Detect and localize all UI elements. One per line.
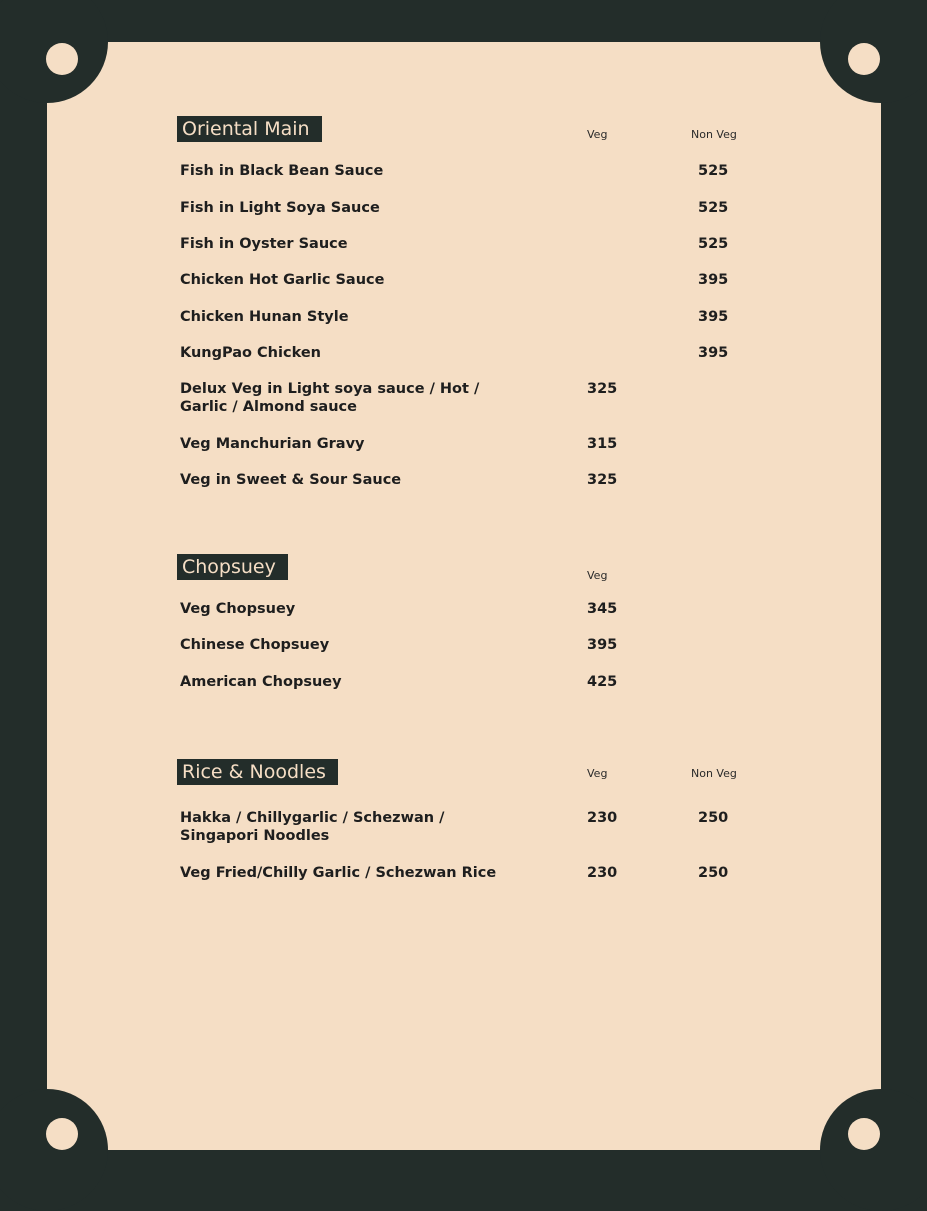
corner-dot	[848, 1118, 880, 1150]
veg-price: 230	[587, 810, 618, 826]
nonveg-price: 250	[698, 810, 729, 826]
veg-price: 395	[587, 637, 618, 653]
menu-item: Veg Manchurian Gravy	[180, 436, 365, 452]
menu-item: Hakka / Chillygarlic / Schezwan / Singapori Noodles	[180, 810, 445, 844]
nonveg-price: 525	[698, 236, 729, 252]
menu-item: Fish in Light Soya Sauce	[180, 200, 380, 216]
menu-item: Chicken Hot Garlic Sauce	[180, 272, 385, 288]
menu-item: Delux Veg in Light soya sauce / Hot / Garlic / Almond sauce	[180, 381, 480, 415]
corner-dot	[46, 43, 78, 75]
nonveg-column-header: Non Veg	[691, 767, 737, 780]
menu-item: Chinese Chopsuey	[180, 637, 330, 653]
menu-item: KungPao Chicken	[180, 345, 321, 361]
veg-price: 325	[587, 472, 618, 488]
veg-price: 230	[587, 865, 618, 881]
menu-item: Chicken Hunan Style	[180, 309, 349, 325]
nonveg-column-header: Non Veg	[691, 128, 737, 141]
veg-column-header: Veg	[587, 128, 608, 141]
menu-item: Veg Fried/Chilly Garlic / Schezwan Rice	[180, 865, 497, 881]
section-title-oriental-main: Oriental Main	[177, 116, 322, 142]
nonveg-price: 525	[698, 163, 729, 179]
nonveg-price: 395	[698, 309, 729, 325]
veg-price: 315	[587, 436, 618, 452]
menu-item: American Chopsuey	[180, 674, 342, 690]
corner-dot	[848, 43, 880, 75]
veg-column-header: Veg	[587, 767, 608, 780]
corner-decoration	[0, 1089, 108, 1211]
menu-item: Fish in Oyster Sauce	[180, 236, 348, 252]
corner-dot	[46, 1118, 78, 1150]
menu-item: Fish in Black Bean Sauce	[180, 163, 384, 179]
section-title-rice-noodles: Rice & Noodles	[177, 759, 338, 785]
menu-item: Veg in Sweet & Sour Sauce	[180, 472, 402, 488]
veg-price: 425	[587, 674, 618, 690]
menu-item: Veg Chopsuey	[180, 601, 296, 617]
veg-column-header: Veg	[587, 569, 608, 582]
nonveg-price: 525	[698, 200, 729, 216]
nonveg-price: 395	[698, 272, 729, 288]
section-title-chopsuey: Chopsuey	[177, 554, 288, 580]
veg-price: 345	[587, 601, 618, 617]
veg-price: 325	[587, 381, 618, 397]
corner-decoration	[820, 1089, 927, 1211]
nonveg-price: 250	[698, 865, 729, 881]
nonveg-price: 395	[698, 345, 729, 361]
